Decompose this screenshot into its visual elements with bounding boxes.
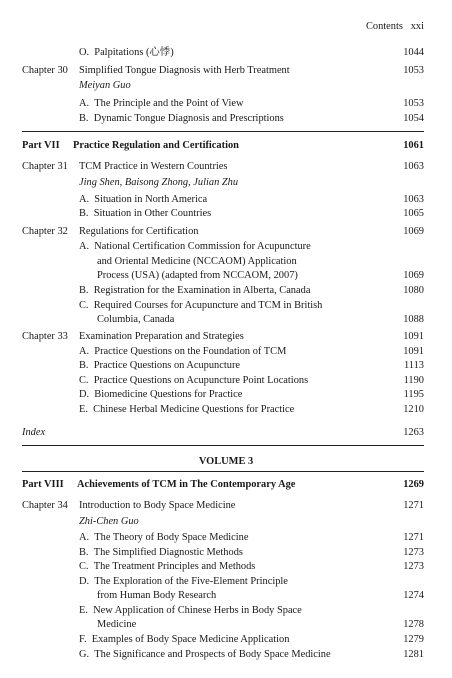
toc-page-number: 1271 [403,500,424,511]
part-number: Part VII [22,140,60,151]
toc-page-number: 1091 [403,331,424,342]
header-page-number: xxi [410,21,424,32]
toc-page-number: 1053 [403,65,424,76]
chapter-title: Regulations for Certification [79,226,199,237]
toc-entry: A. National Certification Commission for Acupuncture [79,241,311,252]
toc-page-number: 1044 [403,47,424,58]
toc-entry-continued: and Oriental Medicine (NCCAOM) Application [97,256,297,267]
toc-entry: D. Biomedicine Questions for Practice [79,389,243,400]
toc-page-number: 1210 [403,404,424,415]
toc-entry: D. The Exploration of the Five-Element Principle [79,576,288,587]
chapter-title: Examination Preparation and Strategies [79,331,244,342]
part-title: Achievements of TCM in The Contemporary Age [77,479,296,490]
chapter-number: Chapter 32 [22,226,68,237]
toc-entry: O. Palpitations (心悸) [79,47,174,58]
toc-page-number: 1069 [403,226,424,237]
toc-entry: E. Chinese Herbal Medicine Questions for Practice [79,404,295,415]
toc-entry: A. Practice Questions on the Foundation of TCM [79,346,287,357]
toc-page-number: 1080 [403,285,424,296]
toc-entry: A. The Principle and the Point of View [79,98,244,109]
toc-page-number: 1269 [403,479,424,490]
toc-page-number: 1088 [403,314,424,325]
toc-entry-continued: from Human Body Research [97,590,217,601]
chapter-number: Chapter 30 [22,65,68,76]
toc-entry: A. The Theory of Body Space Medicine [79,532,249,543]
toc-page-number: 1053 [403,98,424,109]
section-divider [22,445,424,446]
toc-entry: G. The Significance and Prospects of Body Space Medicine [79,649,331,660]
toc-entry: A. Situation in North America [79,194,208,205]
section-divider [22,131,424,132]
toc-entry: C. The Treatment Principles and Methods [79,561,256,572]
index-entry: Index [22,427,46,438]
chapter-title: Introduction to Body Space Medicine [79,500,236,511]
part-number: Part VIII [22,479,64,490]
toc-entry: B. The Simplified Diagnostic Methods [79,547,243,558]
toc-entry-continued: Medicine [97,619,137,630]
toc-page-number: 1190 [403,375,424,386]
toc-page-number: 1063 [403,161,424,172]
toc-page-number: 1091 [403,346,424,357]
toc-page-number: 1113 [403,360,424,371]
toc-page-number: 1273 [403,561,424,572]
toc-page-number: 1278 [403,619,424,630]
toc-entry: B. Dynamic Tongue Diagnosis and Prescriptions [79,113,284,124]
toc-page-number: 1063 [403,194,424,205]
toc-page-number: 1065 [403,208,424,219]
toc-entry: B. Registration for the Examination in Alberta, Canada [79,285,311,296]
chapter-number: Chapter 34 [22,500,68,511]
toc-entry: B. Situation in Other Countries [79,208,212,219]
toc-entry: E. New Application of Chinese Herbs in Body Space [79,605,302,616]
toc-entry-continued: Process (USA) (adapted from NCCAOM, 2007) [97,270,298,281]
toc-page-number: 1054 [403,113,424,124]
toc-entry: F. Examples of Body Space Medicine Application [79,634,290,645]
toc-page-number: 1263 [403,427,424,438]
chapter-author: Zhi-Chen Guo [79,516,139,527]
chapter-title: Simplified Tongue Diagnosis with Herb Treatment [79,65,290,76]
toc-entry: C. Practice Questions on Acupuncture Point Locations [79,375,309,386]
toc-entry: C. Required Courses for Acupuncture and TCM in British [79,300,323,311]
chapter-number: Chapter 33 [22,331,68,342]
toc-entry: B. Practice Questions on Acupuncture [79,360,241,371]
toc-page-number: 1061 [403,140,424,151]
volume-heading: VOLUME 3 [198,456,254,467]
chapter-number: Chapter 31 [22,161,68,172]
chapter-title: TCM Practice in Western Countries [79,161,228,172]
toc-page-number: 1281 [403,649,424,660]
toc-entry-continued: Columbia, Canada [97,314,175,325]
toc-page-number: 1274 [403,590,424,601]
running-header [366,20,424,33]
chapter-author: Jing Shen, Baisong Zhong, Julian Zhu [79,177,239,188]
toc-page-number: 1271 [403,532,424,543]
toc-page-number: 1069 [403,270,424,281]
toc-page-number: 1195 [403,389,424,400]
chapter-author: Meiyan Guo [79,80,131,91]
toc-page-number: 1273 [403,547,424,558]
section-divider [22,471,424,472]
header-title: Contents [365,21,403,32]
part-title: Practice Regulation and Certification [73,140,239,151]
toc-page-number: 1279 [403,634,424,645]
